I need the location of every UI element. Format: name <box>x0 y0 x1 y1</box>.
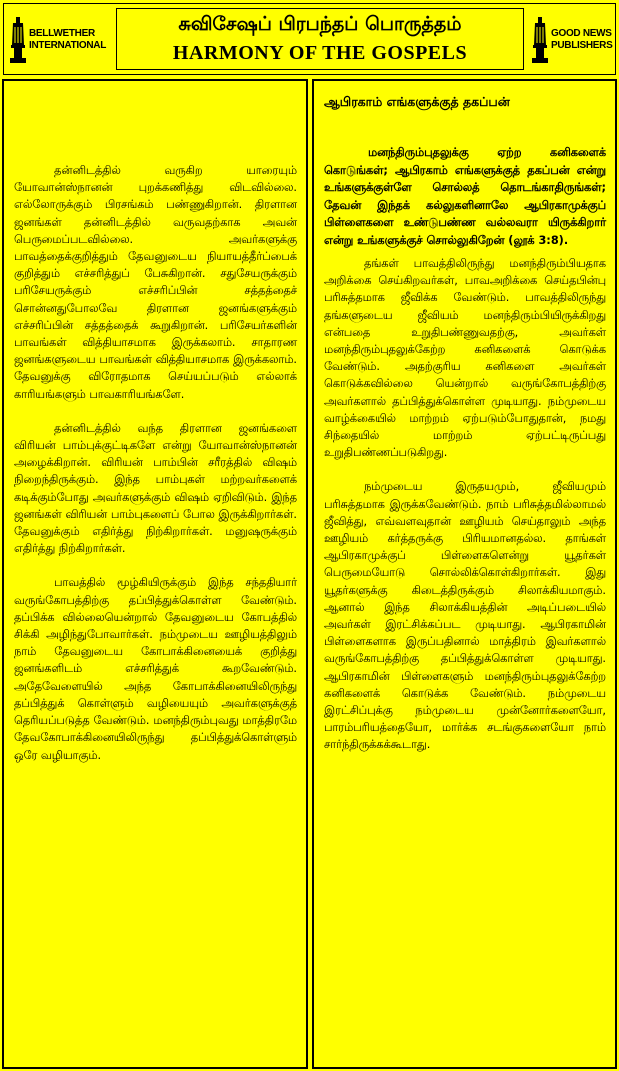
lamp-icon <box>10 15 26 65</box>
good-news-logo <box>532 10 616 70</box>
logo-left-line-1: BELLWETHER <box>29 28 95 39</box>
section-heading: ஆபிரகாம் எங்களுக்குத் தகப்பன் <box>324 94 510 109</box>
right-paragraph-1: தங்கள் பாவத்திலிருந்து மனந்திரும்பியதாக அறிக்கை செய்கிறவர்கள், பாவஅறிக்கை செய்தபின்பு பரிசுத்தமாக ஜீவிக்க வேண்டும். பாவத்திலிருந்து தங்களுடைய ஜீவியம் மனந்திரும்பியிருக்கிறது என்பதை உறுதிபண்ணுவதற்கு, அவர்கள் மனந்திரும்புதலுக்கேற்ற கனிகளைக் கொடுக்க வேண்டும். அதற்குரிய கனிகளை அவர்கள் கொடுக்கவில்லை யென்றால் வருங்கோபத்திற்கு அவர்களால் தப்பித்துக்கொள்ள முடியாது. நம்முடைய வாழ்க்கையில் மாற்றம் ஏற்படும்போதுதான், நமது சிந்தையில் மாற்றம் ஏற்பட்டிருப்பது உறுதிபண்ணப்படுகிறது. <box>324 257 606 460</box>
scripture-quote: மனந்திரும்புதலுக்கு ஏற்ற கனிகளைக் கொடுங்கள்; ஆபிரகாம் எங்களுக்குத் தகப்பன் என்று உங்களுக்குள்ளே சொல்லத் தொடங்காதிருங்கள்; தேவன் இந்தக் கல்லுகளினாலே ஆபிரகாமுக்குப் பிள்ளைகளை உண்டுபண்ண வல்லவரா யிருக்கிறார் என்று உங்களுக்குச் சொல்லுகிறேன் (லூக் 3:8). <box>324 146 606 247</box>
logo-left-line-2: INTERNATIONAL <box>29 40 107 51</box>
right-paragraph-2: நம்முடைய இருதயமும், ஜீவியமும் பரிசுத்தமாக இருக்கவேண்டும். நாம் பரிசுத்தமில்லாமல் ஜீவித்து, எவ்வளவுதான் ஊழியம் செய்தாலும் அந்த ஊழியம் கர்த்தருக்கு பிரியமானதல்ல. தாங்கள் ஆபிரகாமுக்குப் பிள்ளைகளென்று யூதர்கள் பெருமையோடு சொல்லிக்கொள்கிறார்கள். இது யூதர்களுக்கு கிடைத்திருக்கும் சிலாக்கியமாகும். ஆனால் இந்த சிலாக்கியத்தின் அடிப்படையில் அவர்கள் இரட்சிக்கப்பட முடியாது. ஆபிரகாமின் பிள்ளைகளாக இருப்பதினால் மாத்திரம் இவர்களால் வருங்கோபத்திற்கு தப்பித்துக்கொள்ள முடியாது. ஆபிரகாமின் பிள்ளைகளும் மனந்திரும்புதலுக்கேற்ற கனிகளைக் கொடுக்க வேண்டும். நம்முடைய இரட்சிப்புக்கு நம்முடைய முன்னோர்களையோ, பாரம்பரியத்தையோ, மார்க்க சடங்குகளையோ நாம் சார்ந்திருக்கக்கூடாது. <box>324 480 606 752</box>
left-paragraph-2: தன்னிடத்தில் வந்த திரளான ஜனங்களை விரியன் பாம்புக்குட்டிகளே என்று யோவான்ஸ்நானன் அழைக்கிறான். விரியன் பாம்பின் சரீரத்தில் விஷம் நிறைந்திருக்கும். இந்த பாம்புகள் மற்றவர்களைக் கடிக்கும்போது அவர்களுக்கும் விஷம் ஏறிவிடும். இந்த ஜனங்கள் விரியன் பாம்புகளைப் போல இருக்கிறார்கள். தேவனுக்கும் எதிர்த்து நிற்கிறார்கள். மனுஷருக்கும் எதிர்த்து நிற்கிறார்கள். <box>14 421 297 556</box>
title-english: HARMONY OF THE GOSPELS <box>172 42 468 64</box>
left-paragraph-3: பாவத்தில் மூழ்கியிருக்கும் இந்த சந்ததியார் வருங்கோபத்திற்கு தப்பித்துக்கொள்ள வேண்டும். தப்பிக்க வில்லையென்றால் தேவனுடைய கோபத்தில் சிக்கி அழிந்துபோவார்கள். நம்முடைய ஊழியத்திலும் நாம் தேவனுடைய கோபாக்கினையைக் குறித்து ஜனங்களிடம் எச்சரித்துக் கூறவேண்டும். அதேவேளையில் அந்த கோபாக்கினையிலிருந்து தப்பித்துக் கொள்ளும் வழியையும் அவர்களுக்குத் தெரியப்படுத்த வேண்டும். மனந்திரும்புவது மாத்திரமே தேவகோபாக்கினையிலிருந்து தப்பித்துக்கொள்ளும் ஒரே வழியாகும். <box>14 576 297 762</box>
logo-right-line-1: GOOD NEWS <box>551 28 612 39</box>
logo-right-line-2: PUBLISHERS <box>551 40 613 51</box>
left-paragraph-1: தன்னிடத்தில் வருகிற யாரையும் யோவான்ஸ்நானன் புறக்கணித்து விடவில்லை. எல்லோருக்கும் பிரசங்கம் பண்ணுகிறான். திரளான ஜனங்கள் தன்னிடத்தில் வருவதற்காக அவன் பெருமைப்படவில்லை. அவர்களுக்கு பாவத்தைக்குறித்தும் தேவனுடைய நியாயத்தீர்ப்பைக் குறித்தும் எச்சரித்துப் பேசுகிறான். சதுசேயருக்கும் பரிசேயருக்கும் எச்சரிப்பின் சத்தத்தைச் சொன்னதுபோலவே திரளான ஜனங்களுக்கும் எச்சரிப்பின் சத்தத்தைக் கூறுகிறான். பரிசேயர்களின் பாவங்கள் வித்தியாசமாக இருக்கலாம். சாதாரண ஜனங்களுடைய பாவங்கள் வித்தியாசமாக இருக்கலாம். தேவனுக்கு விரோதமாக செய்யப்படும் எல்லாக் காரியங்களும் பாவகாரியங்களே. <box>14 164 297 401</box>
bellwether-logo <box>10 10 108 70</box>
header-banner <box>3 3 616 75</box>
lamp-icon <box>532 15 548 65</box>
left-column <box>2 79 308 1069</box>
right-column <box>312 79 617 1069</box>
title-tamil: சுவிசேஷப் பிரபந்தப் பொருத்தம் <box>178 13 462 35</box>
title-box <box>116 8 524 70</box>
